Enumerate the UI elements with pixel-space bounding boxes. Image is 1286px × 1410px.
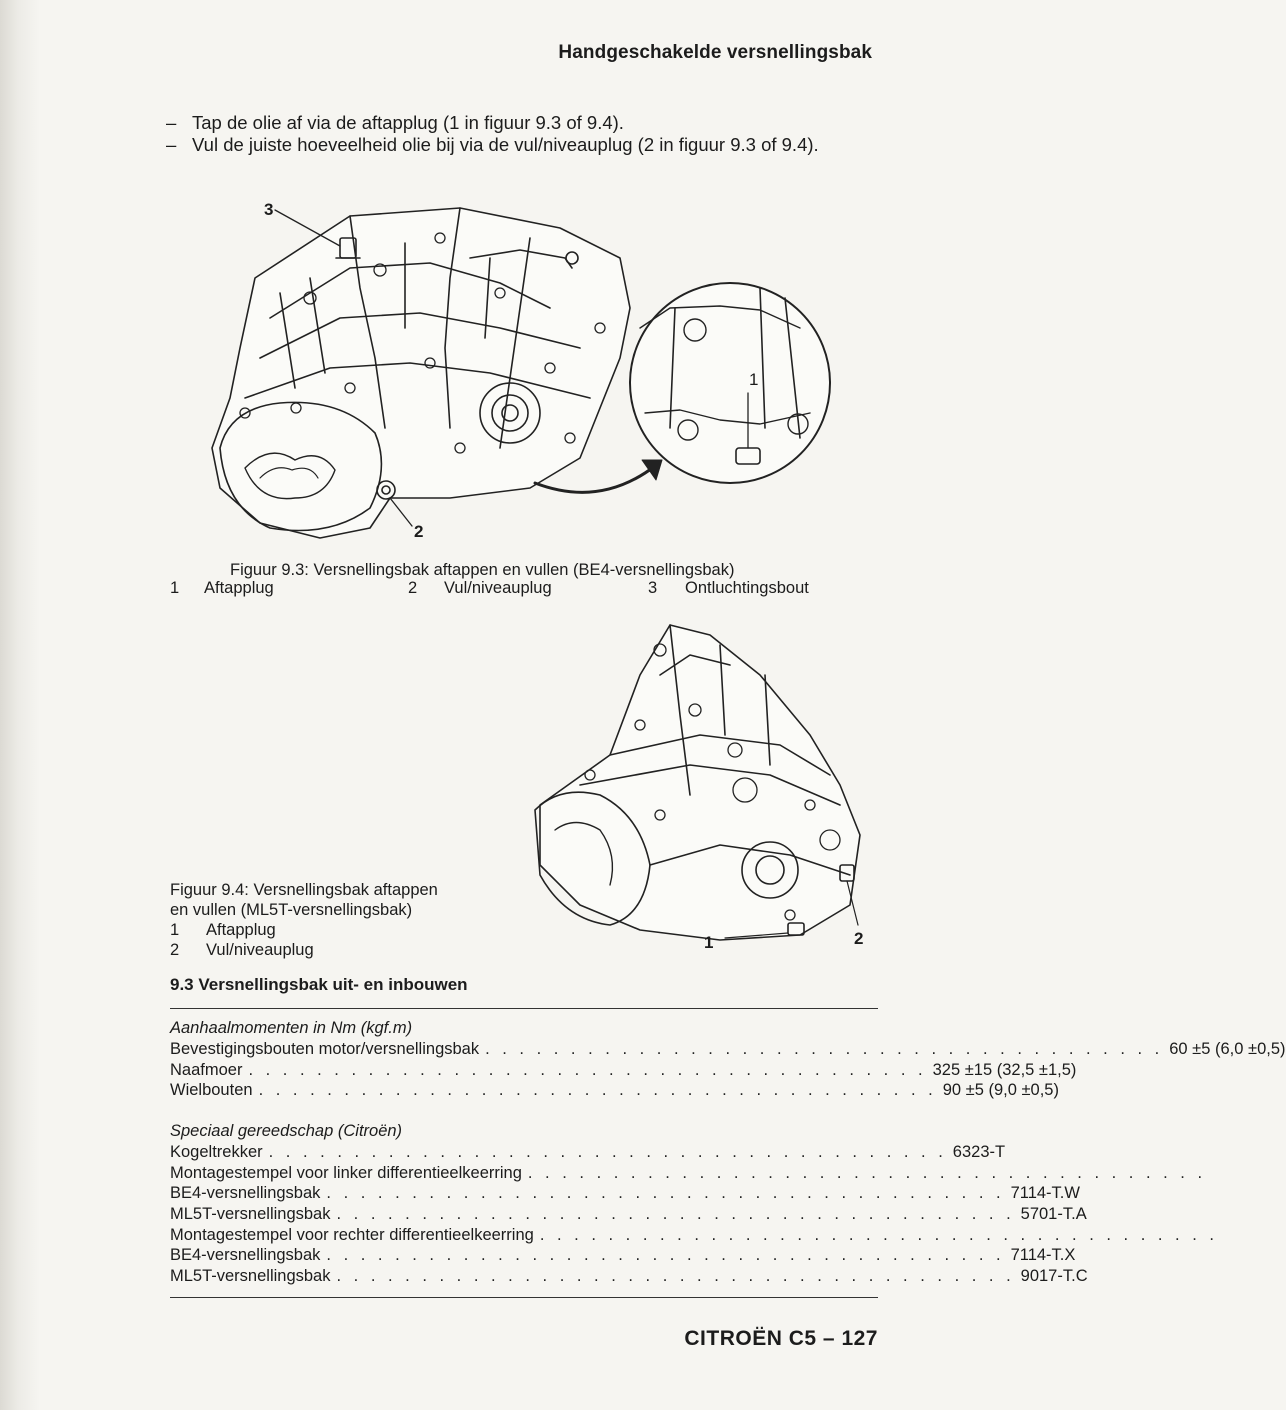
row-label: Montagestempel voor rechter differentieelkeerring: [170, 1225, 534, 1244]
leader-dots: . . . . . . . . . . . . . . . . . . . . . . . . . . . . . . . . . . . . . . . .: [336, 1267, 1015, 1286]
list-item: [166, 134, 878, 156]
row-label: Kogeltrekker: [170, 1143, 263, 1161]
legend-label: Vul/niveauplug: [206, 941, 314, 959]
table-row: [170, 1081, 1059, 1102]
callout-2: 2: [854, 929, 864, 948]
callout-2: 2: [414, 522, 424, 541]
figure-9-3-legend: [170, 579, 850, 601]
row-value: 9017-T.C: [1020, 1267, 1088, 1286]
row-value: 325 ±15 (32,5 ±1,5): [932, 1060, 1077, 1079]
instruction-list: [166, 112, 878, 156]
row-value: 6323-T: [952, 1143, 1006, 1161]
figure-9-4-caption: [170, 880, 510, 960]
legend-label: Aftapplug: [206, 921, 276, 939]
table-row: [170, 1060, 1077, 1082]
row-value: 7114-T.W: [1010, 1184, 1080, 1203]
legend-label: Ontluchtingsbout: [685, 579, 809, 597]
leader-dots: . . . . . . . . . . . . . . . . . . . . . . . . . . . . . . . . . . . . . . . .: [336, 1205, 1015, 1224]
leader-dots: . . . . . . . . . . . . . . . . . . . . . . . . . . . . . . . . . . . . . . . .: [326, 1246, 1005, 1265]
legend-number: 3: [648, 579, 658, 597]
leader-dots: . . . . . . . . . . . . . . . . . . . . . . . . . . . . . . . . . . . . . . . .: [485, 1040, 1164, 1058]
legend-number: 1: [170, 921, 180, 939]
legend-number: 2: [170, 941, 180, 959]
torque-heading: Aanhaalmomenten in Nm (kgf.m): [170, 1019, 413, 1037]
table-row: [170, 1205, 1087, 1226]
callout-3: 3: [264, 200, 274, 219]
bottom-rule: [170, 1297, 878, 1298]
row-value: 90 ±5 (9,0 ±0,5): [942, 1081, 1059, 1100]
legend-row: [170, 940, 510, 960]
legend-row: [170, 920, 510, 940]
leader-dots: . . . . . . . . . . . . . . . . . . . . . . . . . . . . . . . . . . . . . . . .: [539, 1225, 1218, 1244]
special-tools-table: [170, 1122, 1218, 1288]
legend-label: Vul/niveauplug: [444, 579, 552, 597]
tools-heading: Speciaal gereedschap (Citroën): [170, 1122, 403, 1140]
brand-label: CITROËN C5: [684, 1327, 817, 1350]
dash-marker: –: [166, 134, 177, 155]
top-rule: [170, 1008, 878, 1009]
callout-1: 1: [749, 370, 759, 389]
leader-dots: . . . . . . . . . . . . . . . . . . . . . . . . . . . . . . . . . . . . . . . .: [258, 1081, 937, 1100]
footer-separator: –: [822, 1327, 836, 1350]
figure-9-4-illustration: [520, 615, 880, 960]
row-label: Wielbouten: [170, 1081, 253, 1100]
figure-9-3-illustration: [200, 198, 840, 558]
row-label: BE4-versnellingsbak: [170, 1246, 321, 1265]
bullet-text: Tap de olie af via de aftapplug (1 in figuur 9.3 of 9.4).: [192, 112, 624, 133]
row-value: 60 ±5 (6,0 ±0,5): [1169, 1040, 1286, 1058]
leader-dots: . . . . . . . . . . . . . . . . . . . . . . . . . . . . . . . . . . . . . . . .: [268, 1143, 947, 1161]
table-row: [170, 1267, 1088, 1288]
callout-1: 1: [704, 933, 714, 952]
table-row: [170, 1163, 1207, 1185]
list-item: [166, 112, 878, 134]
section-heading: 9.3 Versnellingsbak uit- en inbouwen: [170, 975, 468, 994]
row-value: 7114-T.X: [1010, 1246, 1076, 1265]
caption-line: en vullen (ML5T-versnellingsbak): [170, 901, 413, 919]
table-row: [170, 1225, 1218, 1247]
legend-label: Aftapplug: [204, 579, 274, 597]
table-row: [170, 1246, 1076, 1267]
legend-number: 1: [170, 579, 180, 597]
legend-number: 2: [408, 579, 418, 597]
row-label: ML5T-versnellingsbak: [170, 1267, 331, 1286]
page-number: 127: [841, 1327, 878, 1350]
row-label: ML5T-versnellingsbak: [170, 1205, 331, 1224]
table-row: [170, 1184, 1080, 1205]
bullet-text: Vul de juiste hoeveelheid olie bij via de vul/niveauplug (2 in figuur 9.3 of 9.4).: [192, 134, 819, 155]
torque-table: [170, 1019, 1286, 1102]
leader-dots: . . . . . . . . . . . . . . . . . . . . . . . . . . . . . . . . . . . . . . . .: [248, 1060, 927, 1079]
row-label: Montagestempel voor linker differentieelkeerring: [170, 1163, 522, 1182]
caption-line: Figuur 9.4: Versnellingsbak aftappen: [170, 881, 438, 899]
row-label: Naafmoer: [170, 1060, 243, 1079]
table-row: [170, 1040, 1286, 1061]
row-label: BE4-versnellingsbak: [170, 1184, 321, 1203]
row-label: Bevestigingsbouten motor/versnellingsbak: [170, 1040, 480, 1058]
chapter-title: Handgeschakelde versnellingsbak: [558, 42, 872, 63]
page-footer: [684, 1327, 878, 1351]
page-binding-edge: [0, 0, 40, 1410]
figure-9-3-caption: Figuur 9.3: Versnellingsbak aftappen en vullen (BE4-versnellingsbak): [230, 561, 735, 579]
leader-dots: . . . . . . . . . . . . . . . . . . . . . . . . . . . . . . . . . . . . . . . .: [527, 1163, 1207, 1182]
leader-dots: . . . . . . . . . . . . . . . . . . . . . . . . . . . . . . . . . . . . . . . .: [326, 1184, 1005, 1203]
row-value: 5701-T.A: [1020, 1205, 1087, 1224]
table-row: [170, 1143, 1006, 1164]
dash-marker: –: [166, 112, 177, 133]
